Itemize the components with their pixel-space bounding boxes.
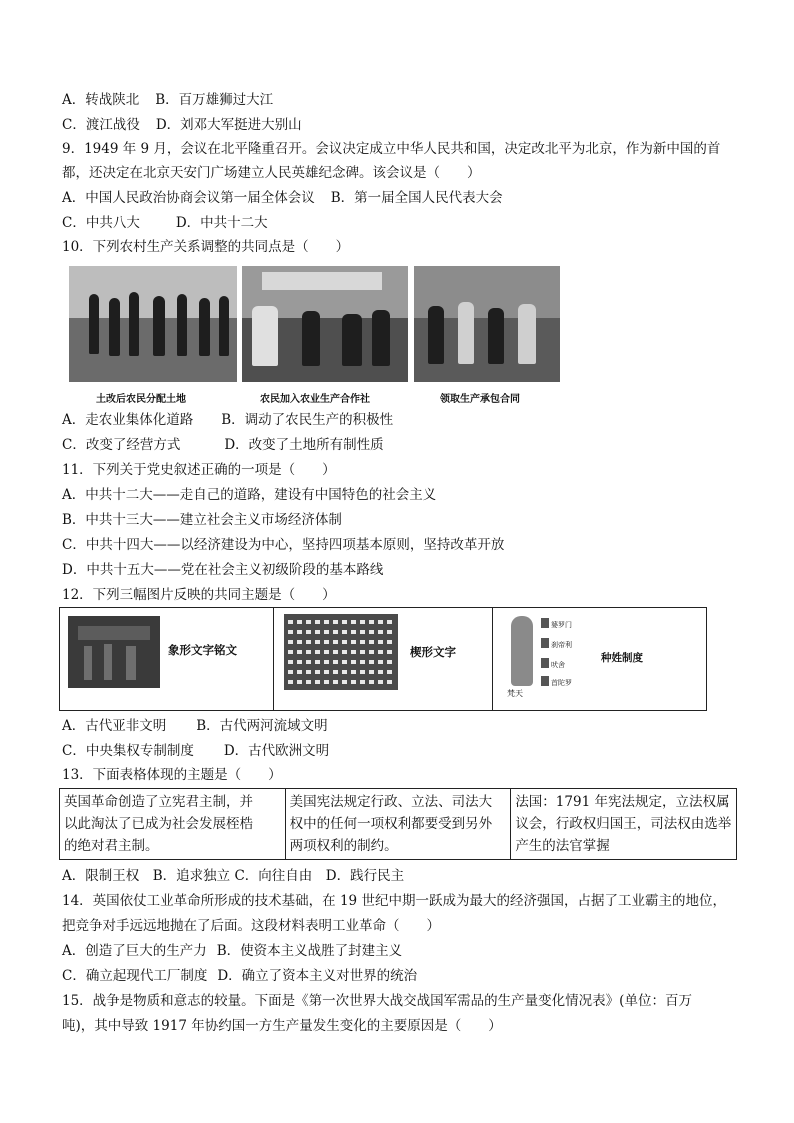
- q14-option-b: B．使资本主义战胜了封建主义: [216, 943, 403, 959]
- q10-option-d: D．改变了土地所有制性质: [224, 437, 384, 453]
- q12-options-row2: [62, 742, 329, 761]
- q8-option-b: B．百万雄狮过大江: [155, 92, 274, 108]
- q14-options-row2: [62, 967, 417, 986]
- q12-options-row1: [62, 717, 328, 736]
- q11-stem: 11．下列关于党史叙述正确的一项是（ ）: [62, 462, 336, 478]
- q15-stem-line1: 15．战争是物质和意志的较量。下面是《第一次世界大战交战国军需品的生产量变化情况表》(单位：百万: [62, 993, 692, 1009]
- q13-cell-usa: [285, 789, 511, 860]
- caste-label-shudra: 首陀罗: [551, 679, 572, 687]
- q13-stem: 13．下面表格体现的主题是（ ）: [62, 767, 282, 783]
- q12-image-table: [59, 607, 707, 711]
- q14-stem-line2: 把竞争对手远远地抛在了后面。这段材料表明工业革命（ ）: [62, 918, 440, 934]
- q9-option-b: B．第一届全国人民代表大会: [330, 190, 503, 206]
- caste-label-vaishya: 吠舍: [551, 661, 565, 669]
- q10-option-b: B．调动了农民生产的积极性: [221, 412, 394, 428]
- q14-option-a: A．创造了巨大的生产力: [62, 943, 207, 959]
- q8-option-c: C．渡江战役: [62, 117, 140, 133]
- q15-stem-line2: 吨)，其中导致 1917 年协约国一方生产量发生变化的主要原因是（ ）: [62, 1018, 502, 1034]
- q10-photo-contract: [414, 266, 560, 382]
- q13-britain-line1: 英国革命创造了立宪君主制，并: [64, 794, 253, 810]
- q12-label-caste: 种姓制度: [601, 652, 643, 664]
- q10-photo-land-reform: [69, 266, 237, 382]
- q9-option-c: C．中共八大: [62, 215, 140, 231]
- q10-options-row1: [62, 411, 393, 430]
- q8-options-row1: [62, 91, 273, 110]
- q11-option-a: A．中共十二大——走自己的道路，建设有中国特色的社会主义: [62, 487, 437, 503]
- q10-caption-3: 领取生产承包合同: [440, 394, 520, 405]
- cuneiform-tablet-image: [284, 614, 398, 690]
- q13-table: [59, 788, 737, 860]
- q12-option-d: D．古代欧洲文明: [223, 743, 330, 759]
- q8-option-a: A．转战陕北: [62, 92, 140, 108]
- q12-option-c: C．中央集权专制制度: [62, 743, 194, 759]
- q13-britain-line3: 的绝对君主制。: [64, 838, 159, 854]
- q12-label-cuneiform: 楔形文字: [410, 645, 456, 659]
- q11-option-d: D．中共十五大——党在社会主义初级阶段的基本路线: [62, 562, 384, 578]
- q9-options-row1: [62, 189, 503, 208]
- q13-britain-line2: 以此淘汰了已成为社会发展桎梏: [64, 816, 253, 832]
- q10-options-row2: [62, 436, 384, 455]
- hieroglyph-stele-image: [68, 616, 160, 688]
- caste-label-brahma: 梵天: [507, 689, 523, 698]
- q10-caption-2: 农民加入农业生产合作社: [260, 394, 370, 405]
- caste-label-brahmin: 婆罗门: [551, 621, 572, 629]
- q13-cell-france: [511, 789, 737, 860]
- q13-usa-line1: 美国宪法规定行政、立法、司法大: [289, 794, 493, 810]
- q9-stem-line2: 都，还决定在北京天安门广场建立人民英雄纪念碑。该会议是（ ）: [62, 165, 481, 181]
- q9-options-row2: [62, 214, 268, 233]
- q13-cell-britain: [60, 789, 286, 860]
- q10-option-a: A．走农业集体化道路: [62, 412, 194, 428]
- q12-cell-caste: [493, 608, 707, 711]
- q13-usa-line3: 两项权利的制约。: [289, 838, 398, 854]
- caste-label-kshatriya: 刹帝利: [551, 641, 572, 649]
- q11-option-b: B．中共十三大——建立社会主义市场经济体制: [62, 512, 342, 528]
- q13-france-line3: 产生的法官掌握: [515, 838, 610, 854]
- q9-option-d: D．中共十二大: [175, 215, 268, 231]
- q10-photo-cooperative: [242, 266, 408, 382]
- q12-cell-hieroglyph: [60, 608, 274, 711]
- q14-option-c: C．确立起现代工厂制度: [62, 968, 208, 984]
- q8-options-row2: [62, 116, 302, 135]
- q13-usa-line2: 权中的任何一项权利都要受到另外: [289, 816, 493, 832]
- q9-stem-line1: 9．1949 年 9 月，会议在北平隆重召开。会议决定成立中华人民共和国，决定改北平为北京，作为新中国的首: [62, 141, 721, 157]
- q9-option-a: A．中国人民政治协商会议第一届全体会议: [62, 190, 315, 206]
- brahma-figure-image: [511, 616, 533, 686]
- q10-caption-1: 土改后农民分配土地: [96, 394, 186, 405]
- q14-options-row1: [62, 942, 402, 961]
- q10-stem: 10．下列农村生产关系调整的共同点是（ ）: [62, 239, 350, 255]
- q13-france-line1: 法国：1791 年宪法规定，立法权属: [515, 794, 730, 810]
- q10-option-c: C．改变了经营方式: [62, 437, 181, 453]
- q12-option-b: B．古代两河流域文明: [196, 718, 328, 734]
- q14-stem-line1: 14．英国依仗工业革命所形成的技术基础，在 19 世纪中期一跃成为最大的经济强国，占据了工业霸主的地位，: [62, 893, 726, 909]
- q12-label-hieroglyph: 象形文字铭文: [168, 643, 237, 657]
- q12-stem: 12．下列三幅图片反映的共同主题是（ ）: [62, 587, 336, 603]
- q13-france-line2: 议会，行政权归国王，司法权由选举: [515, 816, 732, 832]
- q12-cell-cuneiform: [274, 608, 493, 711]
- q14-option-d: D．确立了资本主义对世界的统治: [217, 968, 418, 984]
- q8-option-d: D．刘邓大军挺进大别山: [155, 117, 302, 133]
- q12-option-a: A．古代亚非文明: [62, 718, 167, 734]
- q13-options: A．限制王权 B．追求独立 C．向往自由 D．践行民主: [62, 868, 405, 884]
- q11-option-c: C．中共十四大——以经济建设为中心，坚持四项基本原则，坚持改革开放: [62, 537, 505, 553]
